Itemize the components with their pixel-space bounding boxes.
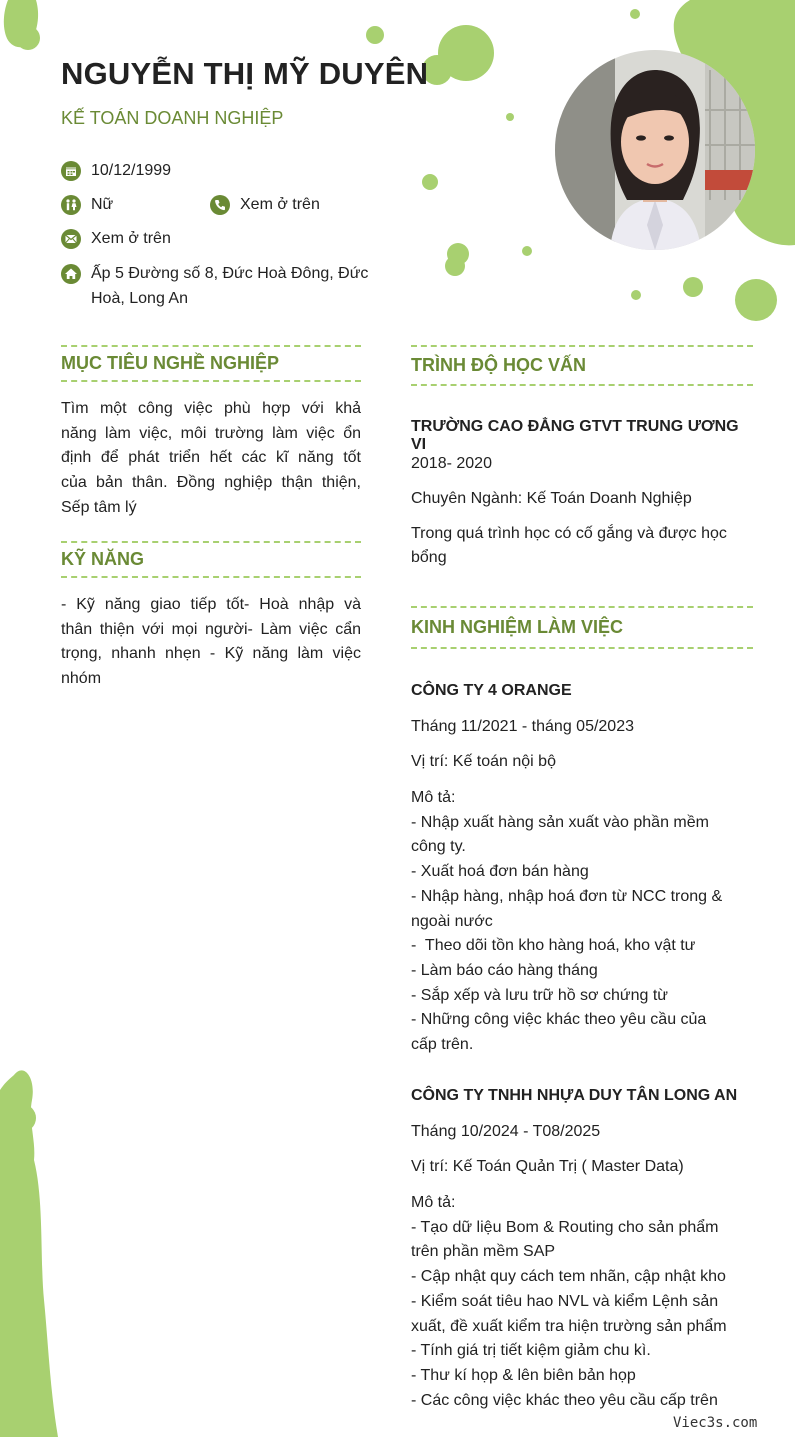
education-heading-text: TRÌNH ĐỘ HỌC VẤN (411, 355, 586, 375)
objective-line: năng làm việc, môi trường làm việc ổn (61, 424, 361, 442)
gender-value: Nữ (91, 196, 114, 213)
education-heading (411, 345, 753, 386)
skills-line: nhóm (61, 670, 102, 688)
skills-line: thân thiện với mọi người- Làm việc cẩn (61, 620, 361, 638)
job-desc-line: - Những công việc khác theo yêu cầu của (411, 1011, 707, 1029)
gender-icon (61, 195, 81, 215)
job-desc-line: - Các công việc khác theo yêu cầu cấp trên (411, 1391, 718, 1409)
email-row (61, 226, 261, 251)
profile-photo (555, 50, 755, 250)
skills-text (61, 593, 361, 692)
phone-icon (210, 195, 230, 215)
job-description (411, 1191, 727, 1413)
home-icon (61, 264, 81, 284)
job-desc-line: - Cập nhật quy cách tem nhãn, cập nhật kho (411, 1268, 726, 1286)
job-desc-line: xuất, đề xuất kiểm tra hiện trường sản phẩm (411, 1317, 727, 1335)
objective-heading (61, 345, 361, 382)
objective-line: Tìm một công việc phù hợp với khả (61, 400, 361, 417)
job-desc-line: - Tính giá trị tiết kiệm giảm chu kì. (411, 1342, 651, 1360)
job-desc-line: - Tạo dữ liệu Bom & Routing cho sản phẩm (411, 1218, 719, 1236)
objective-heading-text: MỤC TIÊU NGHỀ NGHIỆP (61, 353, 280, 373)
job-desc-line: cấp trên. (411, 1036, 474, 1054)
phone-row (210, 192, 390, 217)
job-company: CÔNG TY 4 ORANGE (411, 682, 572, 699)
job-desc-line: - Làm báo cáo hàng tháng (411, 961, 598, 979)
birthday-row (61, 158, 361, 183)
job-desc-line: - Nhập hàng, nhập hoá đơn từ NCC trong & (411, 887, 723, 905)
job-desc-line: - Xuất hoá đơn bán hàng (411, 863, 589, 881)
birthday-value: 10/12/1999 (91, 162, 172, 179)
gender-row (61, 192, 201, 217)
job-desc-line: công ty. (411, 838, 466, 856)
skills-line: trọng, nhanh nhẹn - Kỹ năng làm việc (61, 645, 361, 663)
experience-heading (411, 606, 753, 649)
job-desc-line: trên phần mềm SAP (411, 1243, 556, 1261)
education-period: 2018- 2020 (411, 455, 492, 472)
objective-text (61, 397, 361, 521)
job-desc-line: - Theo dõi tồn kho hàng hoá, kho vật tư (411, 937, 696, 955)
address-row (61, 261, 391, 311)
watermark: Viec3s.com (673, 1415, 758, 1431)
candidate-name: NGUYỄN THỊ MỸ DUYÊN (61, 56, 429, 91)
skills-heading (61, 541, 361, 578)
education-note-line-1: Trong quá trình học có cố gắng và được học (411, 525, 727, 542)
job-position: Vị trí: Kế Toán Quản Trị ( Master Data) (411, 1158, 684, 1175)
objective-line: Sếp tâm lý (61, 498, 137, 516)
job-title: KẾ TOÁN DOANH NGHIỆP (61, 108, 284, 128)
skills-heading-text: KỸ NĂNG (61, 549, 145, 569)
experience-heading-text: KINH NGHIỆM LÀM VIỆC (411, 617, 624, 637)
calendar-icon (61, 161, 81, 181)
job-position: Vị trí: Kế toán nội bộ (411, 753, 556, 770)
portrait-image (555, 50, 755, 250)
email-value: Xem ở trên (91, 230, 171, 247)
objective-line: định để phát triển hết các kĩ năng tốt (61, 449, 361, 467)
job-desc-line: Mô tả: (411, 1194, 456, 1211)
address-line-1: Ấp 5 Đường số 8, Đức Hoà Đông, Đức (91, 265, 369, 282)
address-line-2: Hoà, Long An (91, 290, 188, 307)
education-note-line-2: bổng (411, 549, 447, 566)
job-desc-line: - Sắp xếp và lưu trữ hồ sơ chứng từ (411, 986, 668, 1004)
job-description (411, 786, 722, 1058)
job-desc-line: - Thư kí họp & lên biên bản họp (411, 1366, 636, 1384)
job-desc-line: Mô tả: (411, 789, 456, 806)
job-desc-line: - Kiểm soát tiêu hao NVL và kiểm Lệnh sản (411, 1292, 719, 1310)
job-desc-line: ngoài nước (411, 912, 493, 930)
skills-line: - Kỹ năng giao tiếp tốt- Hoà nhập và (61, 596, 361, 613)
job-desc-line: - Nhập xuất hàng sản xuất vào phần mềm (411, 813, 709, 831)
job-company: CÔNG TY TNHH NHỰA DUY TÂN LONG AN (411, 1087, 738, 1104)
school-name: TRƯỜNG CAO ĐẲNG GTVT TRUNG ƯƠNG VI (411, 418, 739, 453)
objective-line: của bản thân. Đồng nghiệp thận thiện, (61, 474, 361, 492)
job-period: Tháng 10/2024 - T08/2025 (411, 1123, 601, 1140)
phone-value: Xem ở trên (240, 196, 320, 213)
job-period: Tháng 11/2021 - tháng 05/2023 (411, 718, 634, 735)
email-icon (61, 229, 81, 249)
education-major: Chuyên Ngành: Kế Toán Doanh Nghiệp (411, 490, 692, 507)
